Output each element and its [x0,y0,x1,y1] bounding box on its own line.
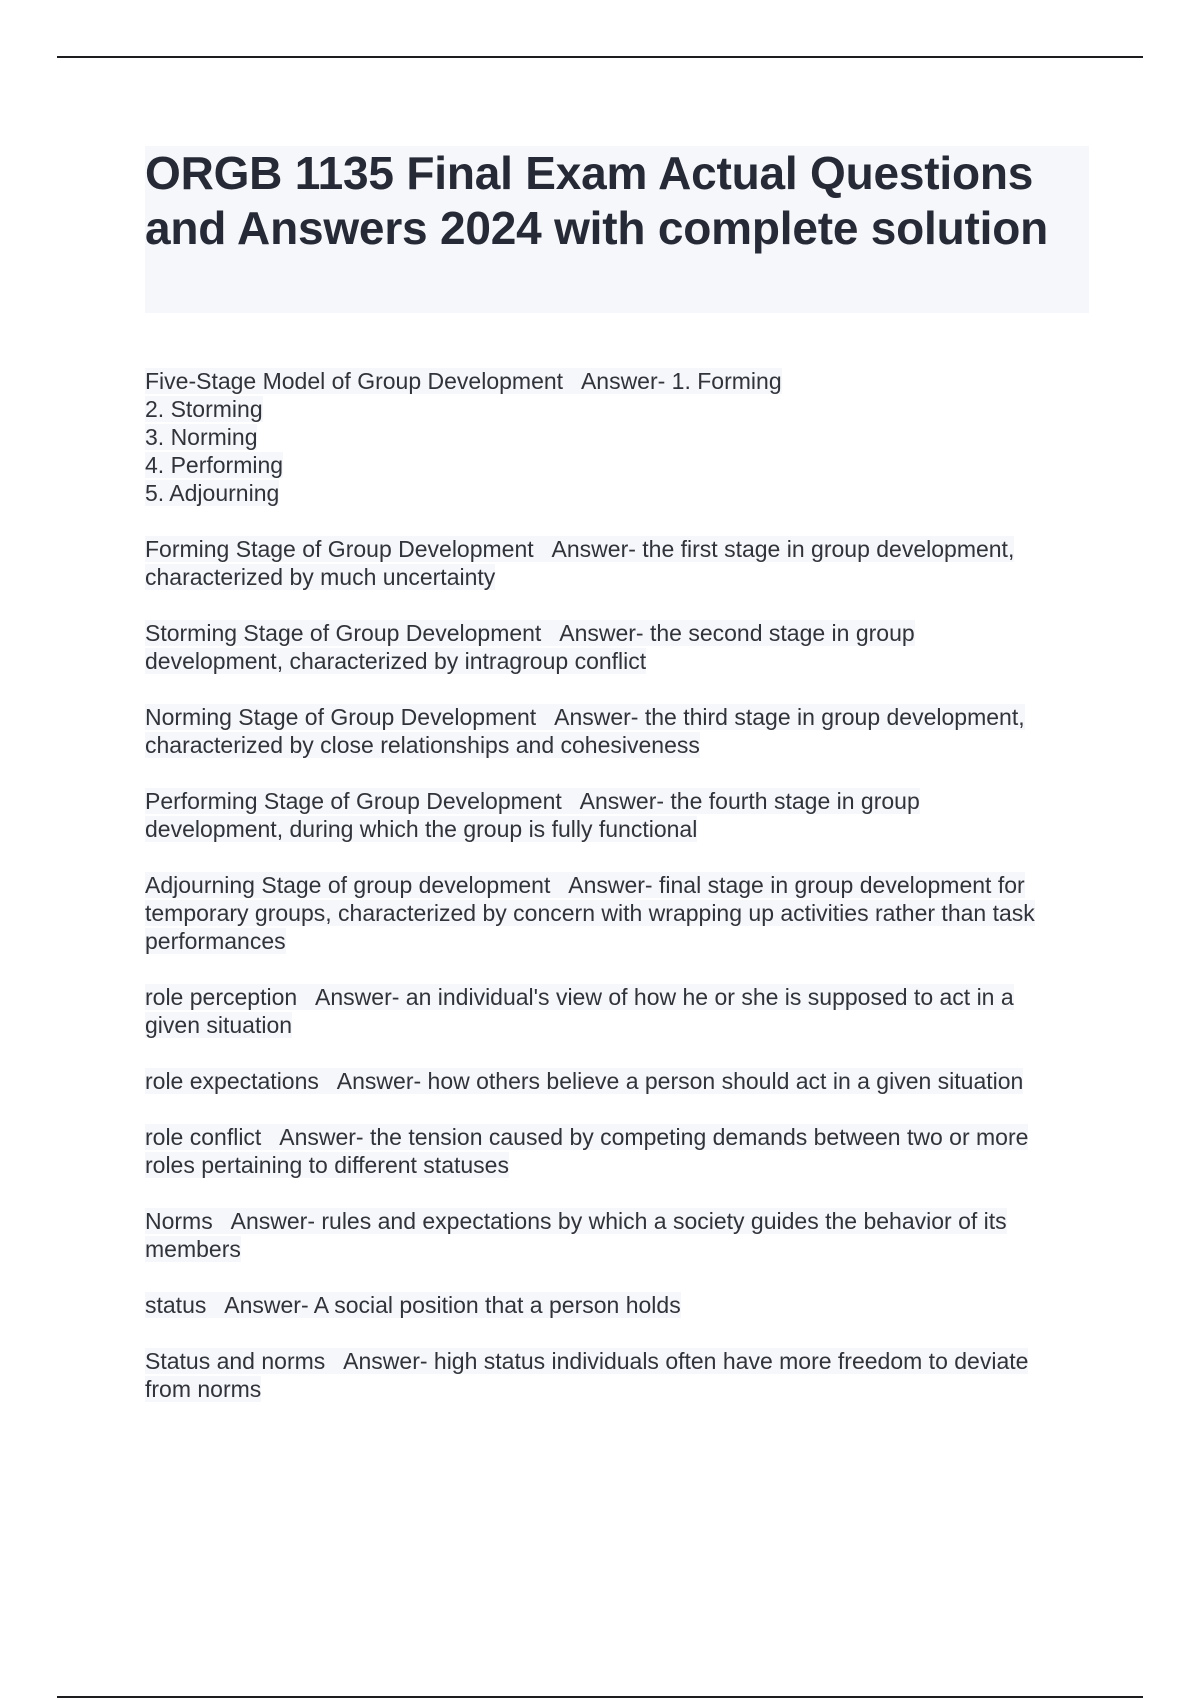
qa-line-text: development, characterized by intragroup conflict [145,648,647,674]
qa-line-text: 4. Performing [145,452,284,478]
qa-line [145,423,1089,451]
qa-item [145,871,1089,955]
qa-line [145,1207,1089,1235]
qa-line-text: Storming Stage of Group Development Answer- the second stage in group [145,620,915,646]
qa-line [145,731,1089,759]
qa-line [145,1235,1089,1263]
qa-line-text: Forming Stage of Group Development Answer- the first stage in group development, [145,536,1015,562]
title-block [145,146,1089,313]
top-rule [57,56,1143,58]
qa-line-text: Norms Answer- rules and expectations by which a society guides the behavior of its [145,1208,1007,1234]
qa-line-text: Performing Stage of Group Development Answer- the fourth stage in group [145,788,920,814]
qa-line [145,1067,1089,1095]
qa-item [145,367,1089,507]
qa-item [145,619,1089,675]
qa-line-text: Norming Stage of Group Development Answer- the third stage in group development, [145,704,1025,730]
qa-item [145,1347,1089,1403]
qa-line-text: 5. Adjourning [145,480,280,506]
qa-line [145,451,1089,479]
qa-line [145,647,1089,675]
qa-line-text: from norms [145,1376,262,1402]
qa-line-text: role perception Answer- an individual's view of how he or she is supposed to act in a [145,984,1014,1010]
document-title: ORGB 1135 Final Exam Actual Questions and Answers 2024 with complete solution [145,147,1049,254]
qa-line [145,1123,1089,1151]
qa-line-text: Status and norms Answer- high status individuals often have more freedom to deviate [145,1348,1029,1374]
qa-line [145,787,1089,815]
qa-item [145,1207,1089,1263]
qa-line-text: characterized by close relationships and cohesiveness [145,732,700,758]
qa-item [145,1123,1089,1179]
qa-line [145,871,1089,899]
qa-line [145,1011,1089,1039]
qa-line-text: roles pertaining to different statuses [145,1152,509,1178]
qa-line [145,899,1089,927]
qa-line [145,563,1089,591]
qa-line-text: given situation [145,1012,293,1038]
qa-line [145,927,1089,955]
qa-line-text: status Answer- A social position that a person holds [145,1292,681,1318]
qa-line [145,619,1089,647]
qa-line [145,1291,1089,1319]
qa-line [145,1347,1089,1375]
qa-item [145,1291,1089,1319]
qa-item [145,535,1089,591]
qa-item [145,983,1089,1039]
qa-line [145,1151,1089,1179]
qa-line-text: characterized by much uncertainty [145,564,496,590]
qa-line-text: performances [145,928,286,954]
qa-line-text: Adjourning Stage of group development Answer- final stage in group development for [145,872,1025,898]
qa-line-text: role expectations Answer- how others believe a person should act in a given situation [145,1068,1024,1094]
qa-item [145,1067,1089,1095]
qa-line [145,815,1089,843]
qa-line [145,367,1089,395]
bottom-rule [57,1696,1143,1698]
qa-item [145,703,1089,759]
qa-line [145,535,1089,563]
qa-line-text: 3. Norming [145,424,258,450]
qa-list [145,367,1089,1431]
qa-line-text: role conflict Answer- the tension caused by competing demands between two or more [145,1124,1029,1150]
qa-line-text: members [145,1236,241,1262]
qa-line [145,703,1089,731]
qa-line-text: temporary groups, characterized by concern with wrapping up activities rather than task [145,900,1035,926]
qa-line-text: 2. Storming [145,396,263,422]
qa-line-text: development, during which the group is fully functional [145,816,698,842]
qa-line-text: Five-Stage Model of Group Development Answer- 1. Forming [145,368,782,394]
qa-line [145,395,1089,423]
qa-line [145,1375,1089,1403]
qa-item [145,787,1089,843]
qa-line [145,983,1089,1011]
qa-line [145,479,1089,507]
